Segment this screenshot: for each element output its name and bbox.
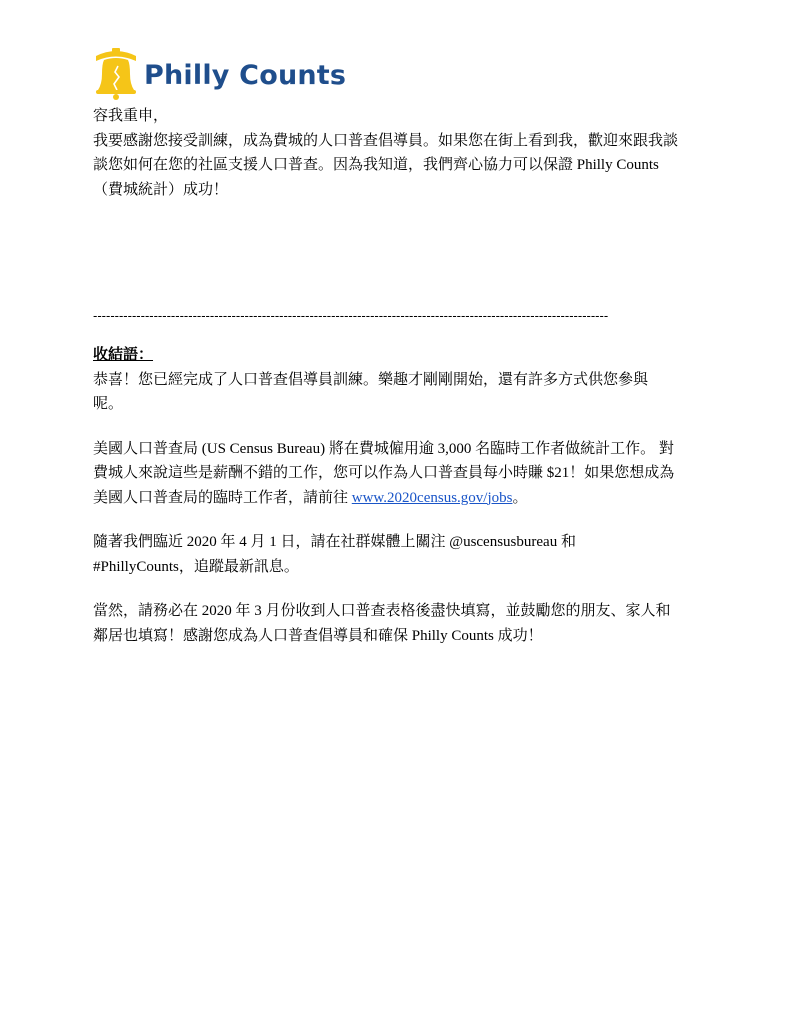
closing-paragraph-4	[93, 599, 703, 648]
intro-line: （費城統計）成功！	[93, 181, 229, 198]
liberty-bell-icon	[92, 44, 140, 100]
census-jobs-link[interactable]: www.2020census.gov/jobs	[351, 489, 513, 506]
intro-line: 我要感謝您接受訓練，成為費城的人口普查倡導員。如果您在街上看到我，歡迎來跟我談	[93, 132, 679, 149]
intro-section	[93, 104, 703, 202]
greeting: 容我重申，	[93, 108, 169, 124]
paragraph-line: 鄰居也填寫！感謝您成為人口普查倡導員和確保 Philly Counts 成功！	[93, 627, 543, 644]
closing-section	[93, 343, 703, 648]
closing-paragraph-2	[93, 437, 703, 511]
paragraph-line: 隨著我們臨近 2020 年 4 月 1 日，請在社群媒體上關注 @uscensusbureau 和	[93, 534, 576, 550]
paragraph-line: #PhillyCounts，追蹤最新訊息。	[93, 558, 299, 575]
intro-line: 談您如何在您的社區支援人口普查。因為我知道，我們齊心協力可以保證 Philly Counts	[93, 157, 659, 173]
paragraph-line	[93, 486, 703, 511]
logo-wordmark: Philly Counts	[144, 59, 347, 91]
paragraph-line: 當然，請務必在 2020 年 3 月份收到人口普查表格後盡快填寫，並鼓勵您的朋友、家人和	[93, 603, 671, 619]
paragraph-text: 。	[512, 489, 528, 506]
closing-paragraph-3	[93, 530, 703, 579]
paragraph-line: 費城人來說這些是薪酬不錯的工作，您可以作為人口普查員每小時賺 $21！如果您想成為	[93, 465, 675, 481]
closing-heading: 收結語：	[93, 347, 154, 363]
closing-paragraph-1	[93, 368, 703, 417]
paragraph-line: 美國人口普查局 (US Census Bureau) 將在費城僱用逾 3,000 名臨時工作者做統計工作。 對	[93, 440, 674, 457]
paragraph-text: 美國人口普查局的臨時工作者，請前往	[93, 489, 352, 506]
paragraph-line: 呢。	[93, 396, 124, 412]
paragraph-line: 恭喜！您已經完成了人口普查倡導員訓練。樂趣才剛剛開始，還有許多方式供您參與	[93, 371, 649, 388]
dashed-divider: -----------------------------------------------------------------------------------------------------------------------	[93, 308, 609, 323]
philly-counts-logo	[92, 44, 346, 100]
